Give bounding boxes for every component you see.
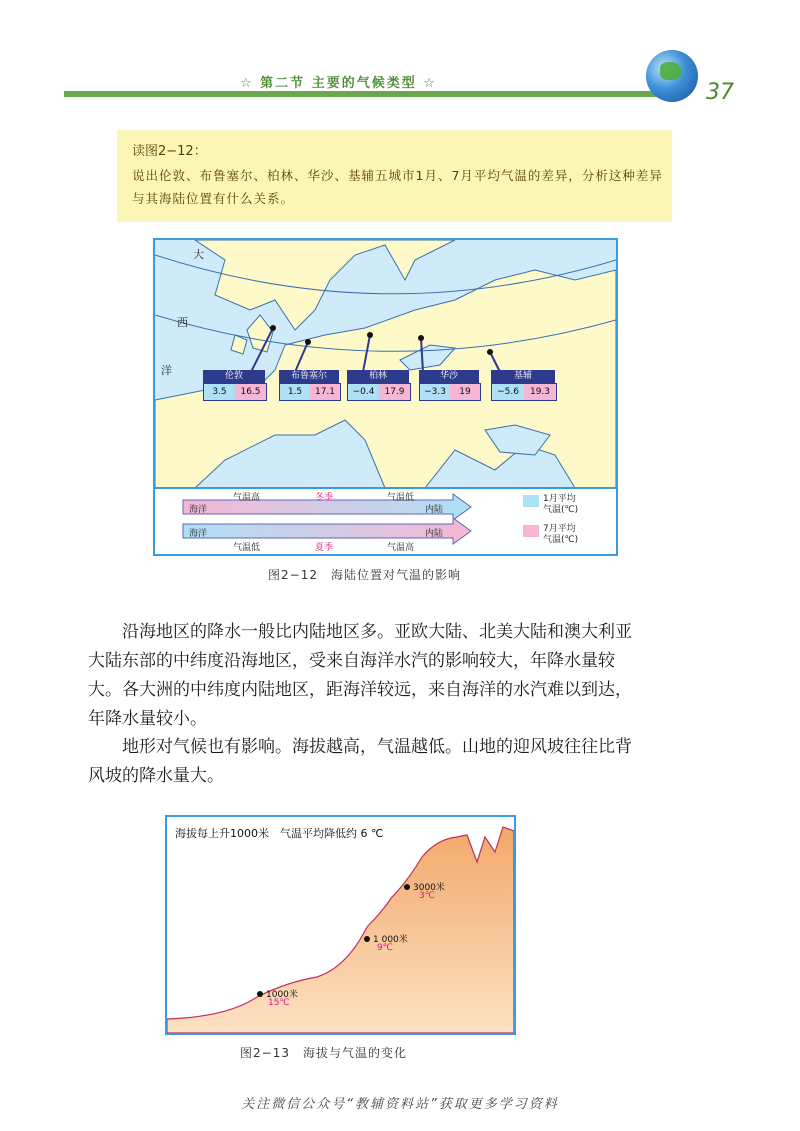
page-number: 37 [706,80,734,105]
summer-label: 夏季 [315,543,334,553]
altitude-profile [167,817,514,1033]
paragraph-terrain: 地形对气候也有影响。海拔越高，气温越低。山地的迎风坡往往比背风坡的降水量大。 [88,737,632,786]
altitude-label: 1 000米 [373,935,408,945]
legend-jan: 1月平均 气温(℃) [543,494,579,515]
figure1-caption: 图2−12 海陆位置对气温的影响 [268,568,461,582]
task-body: 说出伦敦、布鲁塞尔、柏林、华沙、基辅五城市1月、7月平均气温的差异，分析这种差异与其海陆位置有什么关系。 [132,168,663,206]
section-title: ☆ 第二节 主要的气候类型 ☆ [240,76,437,91]
city-values [419,383,481,401]
temperature-label: 3℃ [419,891,435,901]
city-name: 柏林 [347,370,409,383]
jan-temp: −5.6 [492,384,524,400]
city-values [203,383,267,401]
ocean-label-3: 洋 [161,364,172,377]
city-name: 伦敦 [203,370,265,383]
figure-altitude-temperature [165,815,516,1035]
ocean-label-2: 西 [177,316,188,329]
jan-temp: 3.5 [204,384,235,400]
summer-end-label: 内陆 [425,529,444,539]
jul-temp: 19.3 [524,384,556,400]
legend-jul: 7月平均 气温(℃) [543,524,579,545]
figure2-title: 海拔每上升1000米 气温平均降低约 6 ℃ [175,827,384,840]
temperature-label: 9℃ [377,943,393,953]
city-name: 布鲁塞尔 [279,370,339,383]
ocean-label-1: 大 [193,248,204,261]
temperature-label: 15℃ [268,998,290,1008]
winter-label: 冬季 [315,493,334,503]
jan-temp: −3.3 [420,384,450,400]
task-heading: 读图2−12： [132,144,207,159]
winter-left-label: 气温高 [233,493,261,503]
footer-note: 关注微信公众号“教辅资料站”获取更多学习资料 [241,1097,559,1112]
jan-temp: 1.5 [280,384,310,400]
winter-end-label: 内陆 [425,505,444,515]
city-values [279,383,341,401]
city-name: 基辅 [491,370,555,383]
winter-start-label: 海洋 [189,505,208,515]
summer-start-label: 海洋 [189,529,208,539]
paragraph-precipitation: 沿海地区的降水一般比内陆地区多。亚欧大陆、北美大陆和澳大利亚大陆东部的中纬度沿海地区，受来自海洋水汽的影响较大，年降水量较大。各大洲的中纬度内陆地区，距海洋较远，来自海洋的水汽难以到达，年降水量较小。 [88,622,632,729]
altitude-label: 1000米 [266,990,298,1000]
header-rule [64,91,658,97]
globe-land-icon [660,62,682,80]
jul-temp: 19 [450,384,480,400]
summer-right-label: 气温高 [387,543,415,553]
jul-temp: 16.5 [235,384,266,400]
city-values [347,383,411,401]
winter-right-label: 气温低 [387,493,415,503]
jul-temp: 17.9 [379,384,410,400]
figure-land-sea-temperature [153,238,618,556]
jul-temp: 17.1 [310,384,340,400]
summer-left-label: 气温低 [233,543,261,553]
altitude-label: 3000米 [413,883,445,893]
city-name: 华沙 [419,370,479,383]
jan-temp: −0.4 [348,384,379,400]
figure2-caption: 图2−13 海拔与气温的变化 [240,1046,407,1060]
city-values [491,383,557,401]
